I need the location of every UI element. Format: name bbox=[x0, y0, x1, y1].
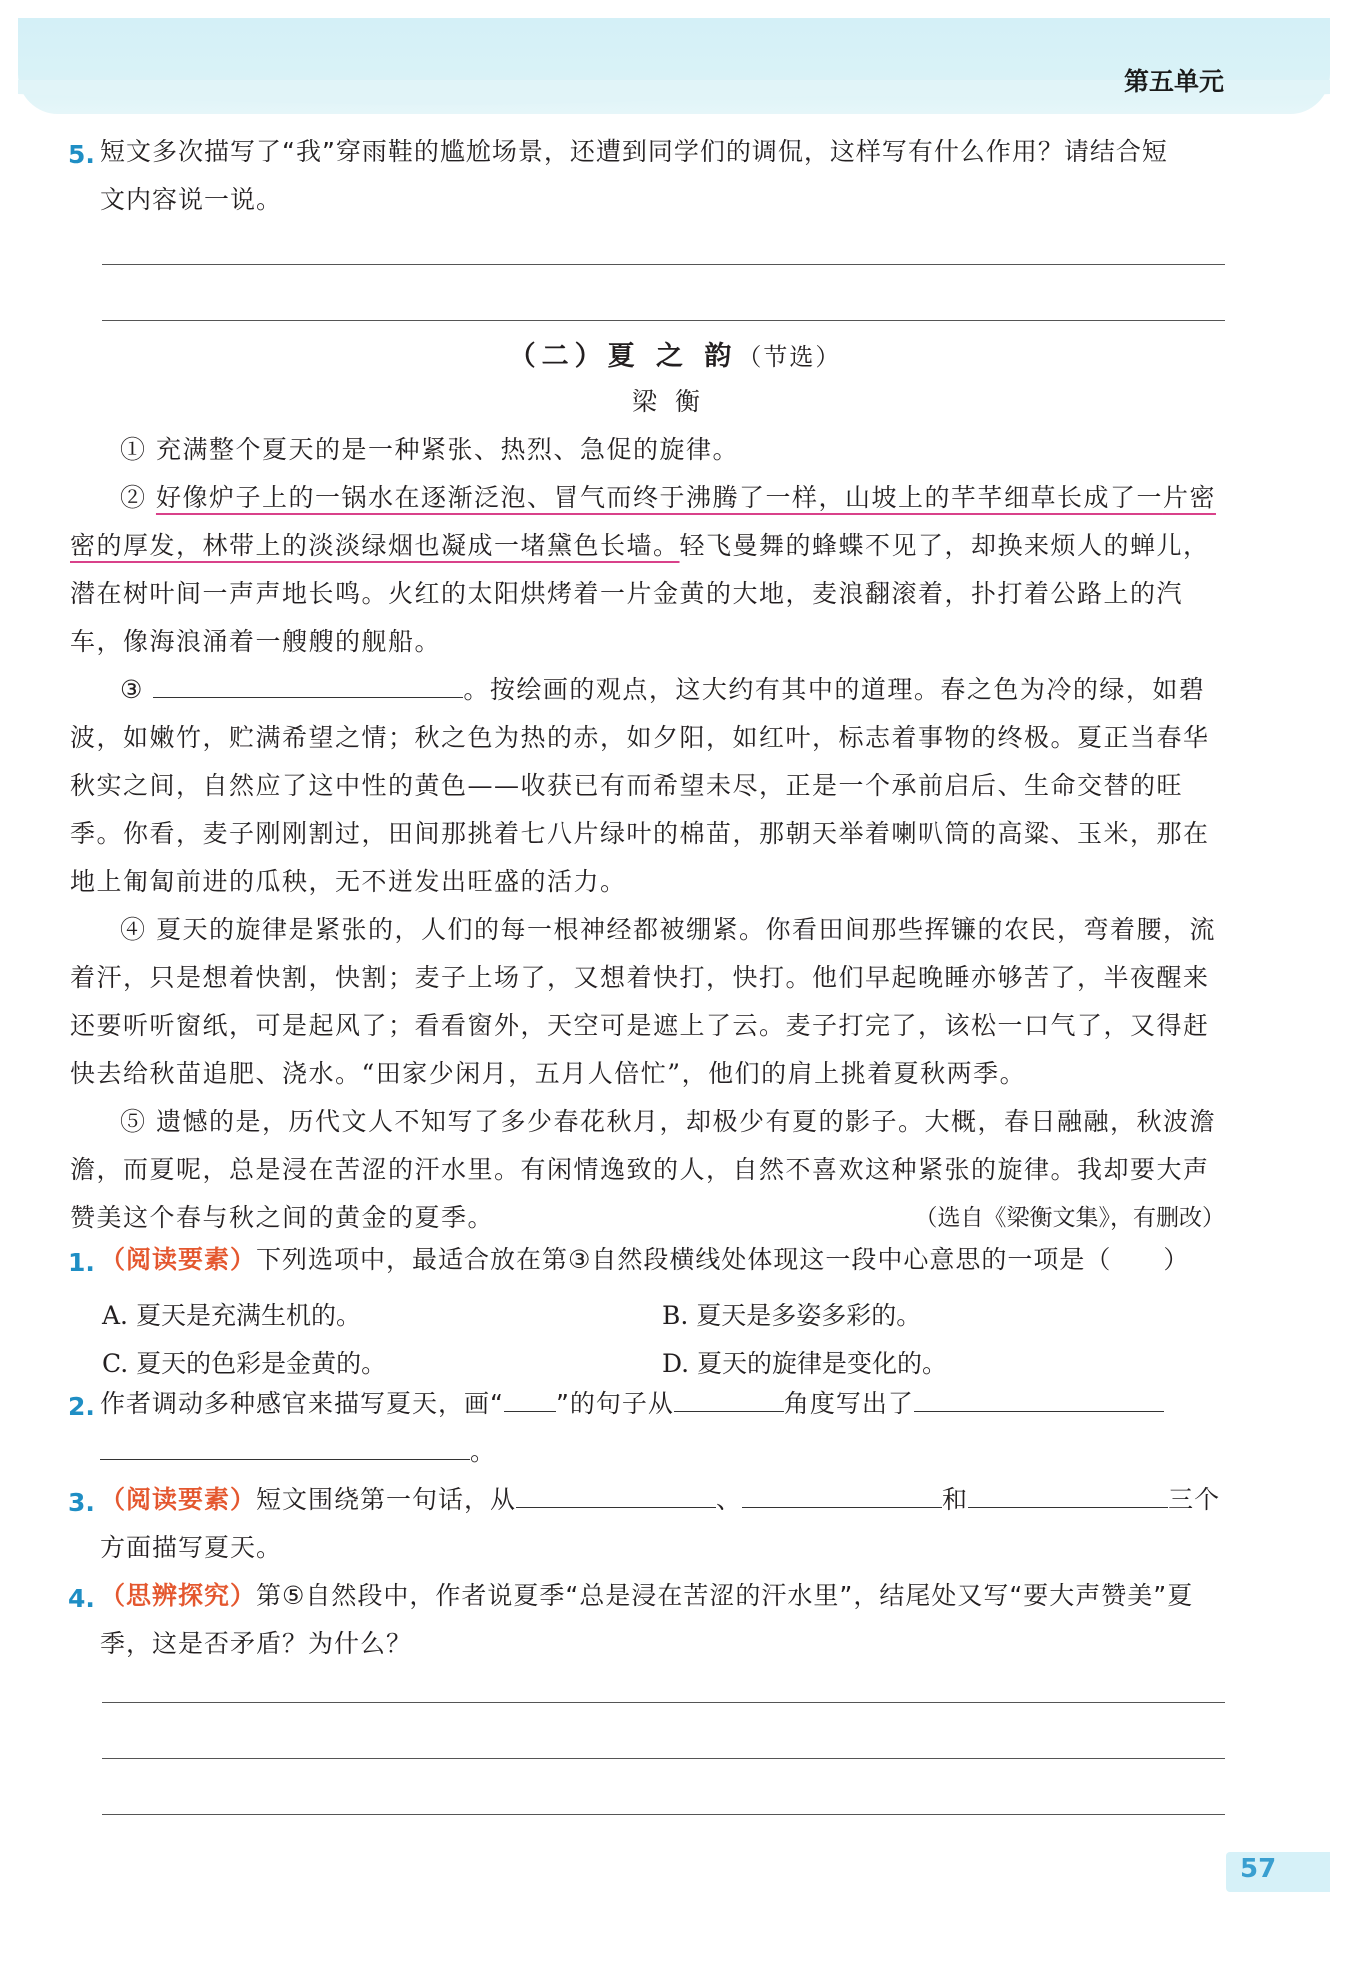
paragraph-5 bbox=[70, 1098, 1225, 1242]
page-number: 57 bbox=[1240, 1854, 1277, 1884]
article-title-note: （节选） bbox=[737, 343, 842, 371]
question-3-text-a: 短文围绕第一句话，从 bbox=[256, 1485, 517, 1514]
question-2 bbox=[100, 1380, 1225, 1476]
question-4-line2: 季，这是否矛盾？为什么？ bbox=[100, 1629, 413, 1658]
paragraph-3-blank[interactable] bbox=[153, 675, 463, 698]
question-3-number: 3. bbox=[68, 1488, 95, 1517]
article-source: （选自《梁衡文集》，有删改） bbox=[914, 1205, 1225, 1231]
underline-symbol-blank bbox=[504, 1389, 556, 1412]
paragraph-4: ④ 夏天的旋律是紧张的，人们的每一根神经都被绷紧。你看田间那些挥镰的农民，弯着腰，流着汗，只是想着快割，快割；麦子上场了，又想着快打，快打。他们早起晚睡亦够苦了，半夜醒来还要听听窗纸，可是起风了；看看窗外，天空可是遮上了云。麦子打完了，该松一口气了，又得赶快去给秋苗追肥、浇水。“田家少闲月，五月人倍忙”，他们的肩上挑着夏秋两季。 bbox=[70, 915, 1216, 1088]
paragraph-2-marker: ② bbox=[120, 483, 156, 512]
question-3-tag: （阅读要素） bbox=[100, 1485, 257, 1514]
option-b[interactable]: B. 夏天是多姿多彩的。 bbox=[662, 1301, 922, 1330]
question-5-number: 5. bbox=[68, 140, 95, 169]
option-a[interactable]: A. 夏天是充满生机的。 bbox=[102, 1301, 361, 1330]
unit-label: 第五单元 bbox=[1123, 67, 1224, 96]
question-5-line1: 短文多次描写了“我”穿雨鞋的尴尬场景，还遭到同学们的调侃，这样写有什么作用？请结合短 bbox=[100, 137, 1168, 166]
article-title-main: （二）夏 之 韵 bbox=[508, 341, 738, 372]
underlined-sentence-b: 片密密的厚发，林带上的淡淡绿烟也凝成一堵黛色长墙。 bbox=[70, 483, 1216, 560]
question-2-text-b: ”的句子从 bbox=[555, 1389, 674, 1418]
question-2-line1 bbox=[100, 1380, 1225, 1428]
question-3-and: 和 bbox=[942, 1485, 969, 1514]
question-3-line1 bbox=[100, 1476, 1225, 1524]
paragraph-1: ① 充满整个夏天的是一种紧张、热烈、急促的旋律。 bbox=[120, 435, 739, 464]
question-3-text-b: 三个 bbox=[1168, 1485, 1221, 1514]
question-2-text-c: 角度写出了 bbox=[783, 1389, 914, 1418]
question-3-line2: 方面描写夏天。 bbox=[100, 1533, 283, 1562]
answer-line-q5-1[interactable] bbox=[102, 264, 1225, 265]
question-2-blank-angle[interactable] bbox=[674, 1389, 784, 1412]
article-body bbox=[70, 426, 1225, 1242]
question-2-blank-content-a[interactable] bbox=[914, 1389, 1164, 1412]
question-2-line2 bbox=[100, 1428, 1225, 1476]
answer-line-q5-2[interactable] bbox=[102, 320, 1225, 321]
paragraph-2-rest: 轻飞曼舞的蜂蝶不见了，却换来烦人的蝉儿，潜在树叶间一声声地长鸣。火红的太阳烘烤着一片金黄的大地，麦浪翻滚着，扑打着公路上的汽车，像海浪涌着一艘艘的舰船。 bbox=[70, 531, 1210, 656]
question-5-line2: 文内容说一说。 bbox=[100, 185, 283, 214]
question-2-text-a: 作者调动多种感官来描写夏天，画“ bbox=[100, 1389, 504, 1418]
question-4-text: 第⑤自然段中，作者说夏季“总是浸在苦涩的汗水里”，结尾处又写“要大声赞美”夏 bbox=[256, 1581, 1194, 1610]
question-3 bbox=[100, 1476, 1225, 1572]
option-d[interactable]: D. 夏天的旋律是变化的。 bbox=[662, 1349, 948, 1378]
paragraph-3-marker: ③ bbox=[120, 675, 144, 704]
paragraph-3-text: 。按绘画的观点，这大约有其中的道理。春之色为冷的绿，如碧波，如嫩竹，贮满希望之情；秋之色为热的赤，如夕阳，如红叶，标志着事物的终极。夏正当春华秋实之间，自然应了这中性的黄色——收获已有而希望未尽，正是一个承前启后、生命交替的旺季。你看，麦子刚刚割过，田间那挑着七八片绿叶的棉苗，那朝天举着喇叭筒的高粱、玉米，那在地上匍匐前进的瓜秧，无不迸发出旺盛的活力。 bbox=[70, 675, 1210, 896]
paragraph-5-text: ⑤ 遗憾的是，历代文人不知写了多少春花秋月，却极少有夏的影子。大概，春日融融，秋波澹澹，而夏呢，总是浸在苦涩的汗水里。有闲情逸致的人，自然不喜欢这种紧张的旋律。我却要大声赞美这个春与秋之间的黄金的夏季。 bbox=[70, 1107, 1216, 1232]
underlined-sentence-a: 好像炉子上的一锅水在逐渐泛泡、冒气而终于沸腾了一样，山坡上的芊芊细草长成了一 bbox=[155, 483, 1163, 512]
question-1-text: 下列选项中，最适合放在第③自然段横线处体现这一段中心意思的一项是（ ） bbox=[256, 1245, 1190, 1274]
question-1-tag: （阅读要素） bbox=[100, 1245, 257, 1274]
question-4-tag: （思辨探究） bbox=[100, 1581, 257, 1610]
answer-line-q4-1[interactable] bbox=[102, 1702, 1225, 1703]
question-3-blank-3[interactable] bbox=[968, 1485, 1168, 1508]
question-3-sep: 、 bbox=[716, 1485, 743, 1514]
article-author: 梁衡 bbox=[631, 387, 718, 416]
question-3-blank-1[interactable] bbox=[516, 1485, 716, 1508]
question-2-number: 2. bbox=[68, 1392, 95, 1421]
option-c[interactable]: C. 夏天的色彩是金黄的。 bbox=[102, 1349, 387, 1378]
question-2-blank-content-b[interactable] bbox=[100, 1437, 470, 1460]
answer-line-q4-2[interactable] bbox=[102, 1758, 1225, 1759]
paragraph-2 bbox=[70, 474, 1225, 666]
question-1 bbox=[100, 1236, 1225, 1284]
question-4-line1 bbox=[100, 1572, 1225, 1620]
question-3-blank-2[interactable] bbox=[742, 1485, 942, 1508]
answer-line-q4-3[interactable] bbox=[102, 1814, 1225, 1815]
paragraph-3 bbox=[70, 666, 1225, 906]
question-1-number: 1. bbox=[68, 1248, 95, 1277]
question-2-end: 。 bbox=[470, 1437, 497, 1466]
question-4 bbox=[100, 1572, 1225, 1668]
question-4-number: 4. bbox=[68, 1584, 95, 1613]
question-5 bbox=[100, 128, 1225, 224]
article-title bbox=[0, 334, 1350, 373]
